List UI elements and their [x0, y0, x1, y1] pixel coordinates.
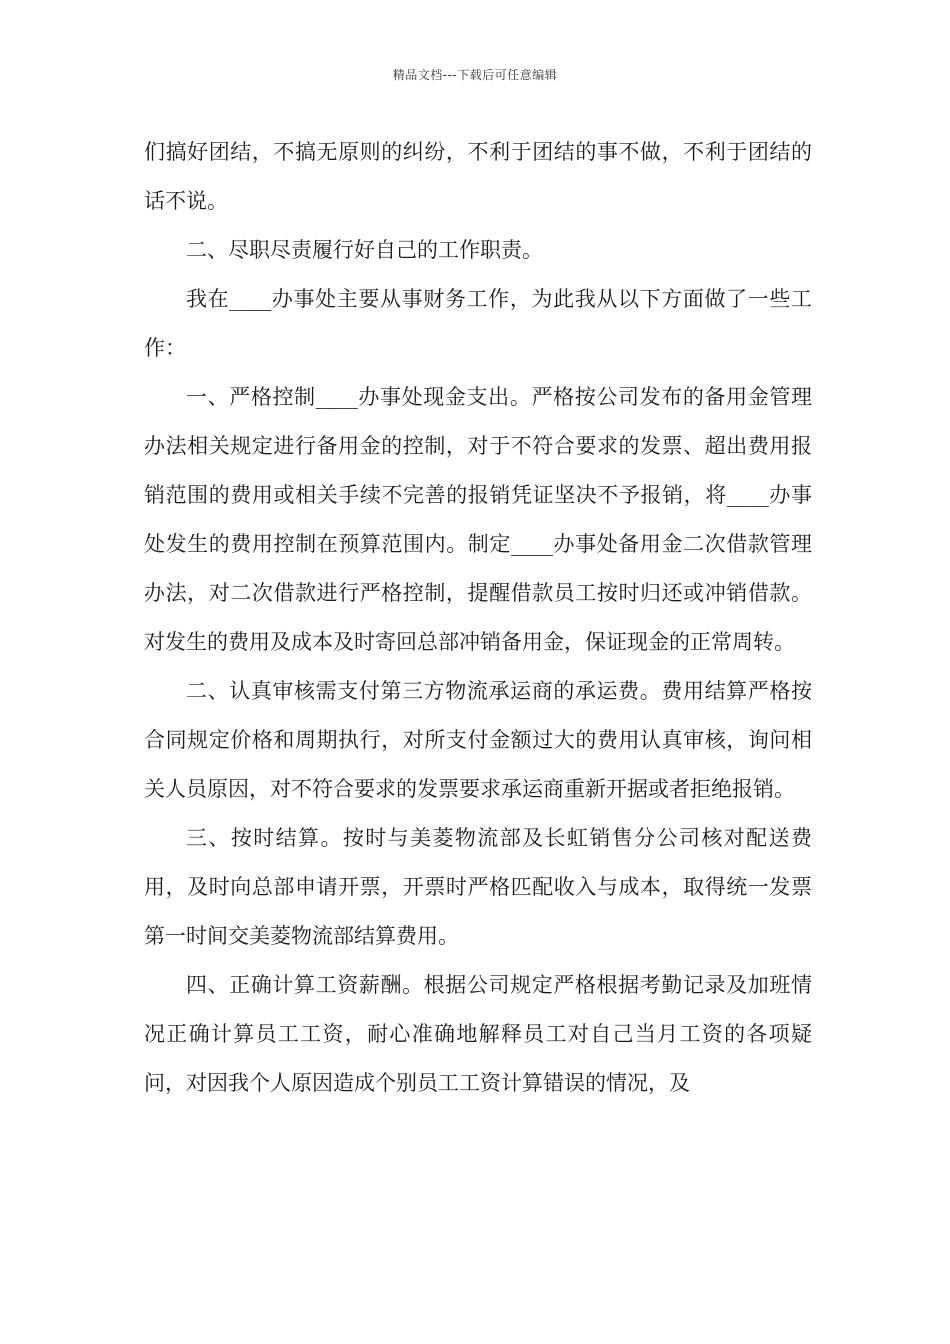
page-header: 精品文档---下载后可任意编辑: [392, 68, 558, 82]
paragraph-item-3: 三、按时结算。按时与美菱物流部及长虹销售分公司核对配送费用，及时向总部申请开票，开票时严格匹配收入与成本，取得统一发票第一时间交美菱物流部结算费用。: [144, 826, 812, 948]
paragraph-continuation: 们搞好团结，不搞无原则的纠纷，不利于团结的事不做，不利于团结的话不说。: [144, 140, 812, 213]
paragraph-item-2: 二、认真审核需支付第三方物流承运商的承运费。费用结算严格按合同规定价格和周期执行，对所支付金额过大的费用认真审核，询问相关人员原因，对不符合要求的发票要求承运商重新开据或者拒绝报销。: [144, 679, 812, 801]
paragraph-item-4: 四、正确计算工资薪酬。根据公司规定严格根据考勤记录及加班情况正确计算员工工资，耐心准确地解释员工对自己当月工资的各项疑问，对因我个人原因造成个别员工工资计算错误的情况，及: [144, 973, 812, 1095]
paragraph-item-1: 一、严格控制____办事处现金支出。严格按公司发布的备用金管理办法相关规定进行备用金的控制，对于不符合要求的发票、超出费用报销范围的费用或相关手续不完善的报销凭证坚决不予报销，将____办事处发生的费用控制在预算范围内。制定____办事处备用金二次借款管理办法，对二次借款进行严格控制，提醒借款员工按时归还或冲销借款。对发生的费用及成本及时寄回总部冲销备用金，保证现金的正常周转。: [144, 385, 812, 654]
section-heading-duties: 二、尽职尽责履行好自己的工作职责。: [186, 238, 543, 262]
document-body: [144, 128, 812, 1108]
paragraph-intro: 我在____办事处主要从事财务工作，为此我从以下方面做了一些工作：: [144, 287, 812, 360]
